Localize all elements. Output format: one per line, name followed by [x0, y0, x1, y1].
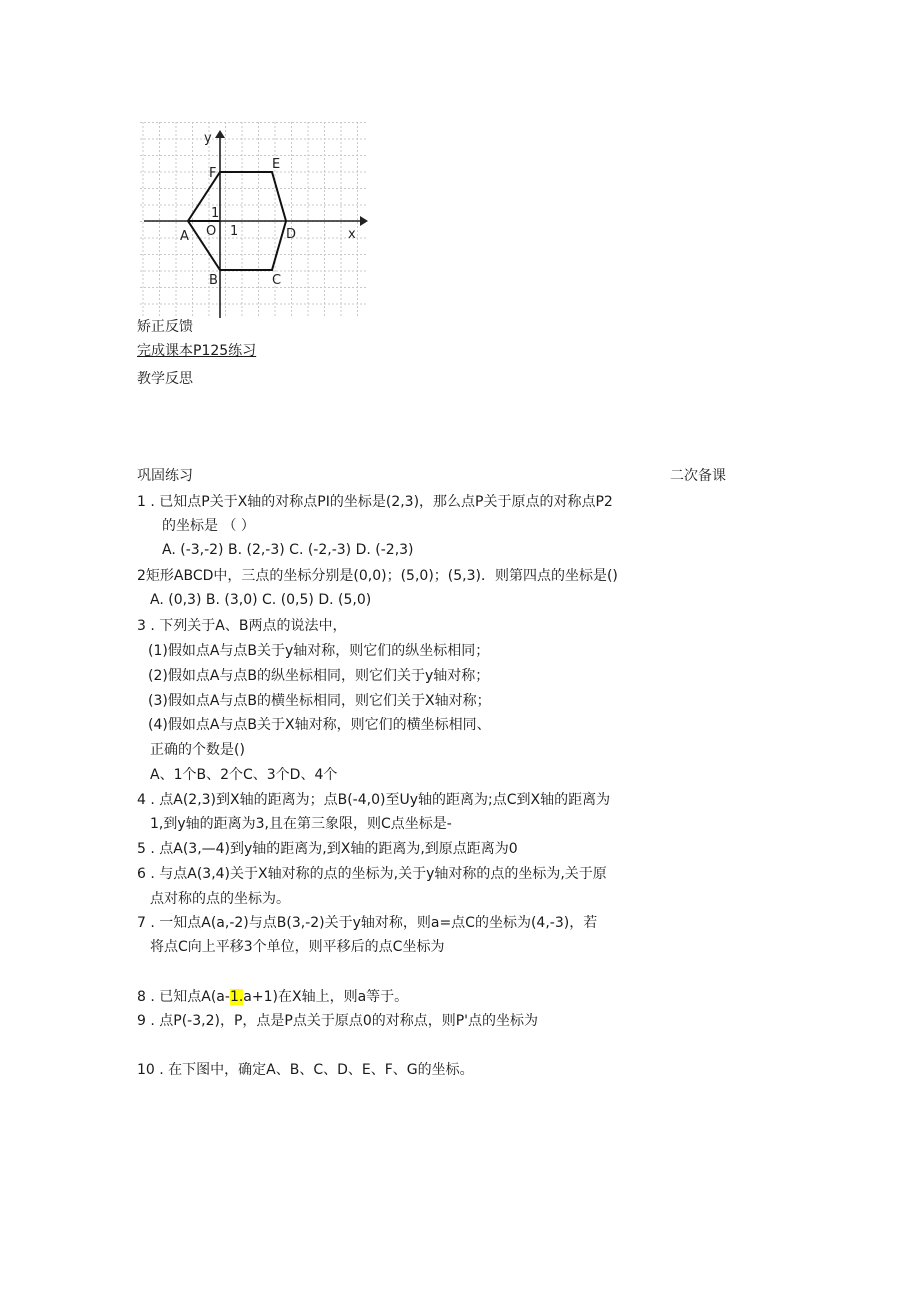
point-label-E: E: [272, 157, 281, 172]
question-7-line-2: 将点C向上平移3个单位，则平移后的点C坐标为: [150, 939, 445, 955]
point-label-F: F: [209, 166, 217, 181]
question-8-highlight: 1.: [229, 989, 244, 1005]
feedback-task: 完成课本P125练习: [137, 343, 257, 359]
question-3-statement-4: (4)假如点A与点B关于X轴对称，则它们的横坐标相同、: [148, 717, 491, 733]
question-8: [137, 988, 408, 1006]
question-7-line-1: 7 . 一知点A(a,-2)与点B(3,-2)关于y轴对称，则a=点C的坐标为(4,-3)，若: [137, 915, 598, 931]
question-10: 10 . 在下图中，确定A、B、C、D、E、F、G的坐标。: [137, 1062, 474, 1078]
practice-heading: 巩固练习: [137, 468, 193, 484]
question-3-statement-3: (3)假如点A与点B的横坐标相同，则它们关于X轴对称；: [148, 693, 491, 709]
question-3-statement-1: (1)假如点A与点B关于y轴对称，则它们的纵坐标相同；: [148, 643, 490, 659]
question-1-line-2: 的坐标是 （ ）: [162, 518, 255, 534]
question-6-line-2: 点对称的点的坐标为。: [150, 891, 290, 907]
coordinate-figure: [140, 122, 370, 320]
question-2-options: A. (0,3) B. (3,0) C. (0,5) D. (5,0): [150, 592, 372, 608]
x-axis-arrow: [360, 216, 368, 226]
grid: [140, 122, 368, 318]
question-9: 9 . 点P(-3,2)，P，点是P点关于原点0的对称点，则P'点的坐标为: [137, 1013, 539, 1029]
question-4-line-1: 4 . 点A(2,3)到X轴的距离为；点B(-4,0)至Uy轴的距离为;点C到X轴的距离为: [137, 792, 611, 808]
point-label-C: C: [272, 273, 282, 288]
reflection-heading: 教学反思: [137, 371, 193, 387]
label-y-axis: y: [204, 131, 212, 146]
question-2-line-1: 2矩形ABCD中，三点的坐标分别是(0,0)；(5,0)；(5,3)．则第四点的坐标是(): [137, 568, 618, 584]
point-label-A: A: [180, 229, 189, 244]
label-unit-x: 1: [230, 224, 239, 239]
question-8-end: a+1)在X轴上，则a等于。: [243, 989, 409, 1005]
y-axis-arrow: [215, 130, 225, 138]
question-5: 5 . 点A(3,—4)到y轴的距离为,到X轴的距离为,到原点距离为0: [137, 841, 518, 857]
question-3-options: A、1个B、2个C、3个D、4个: [150, 767, 338, 783]
question-3-statement-2: (2)假如点A与点B的纵坐标相同，则它们关于y轴对称；: [148, 668, 490, 684]
feedback-heading: 矫正反馈: [137, 319, 193, 335]
question-4-line-2: 1,到y轴的距离为3,且在第三象限，则C点坐标是-: [150, 816, 452, 832]
point-label-B: B: [209, 273, 218, 288]
question-8-start: 8 . 已知点A(a-: [137, 989, 230, 1005]
label-origin: O: [206, 224, 217, 239]
question-3-prompt: 正确的个数是(): [150, 742, 245, 758]
question-1-options: A. (-3,-2) B. (2,-3) C. (-2,-3) D. (-2,3): [162, 542, 414, 558]
label-x-axis: x: [348, 227, 356, 242]
question-3-line-1: 3 . 下列关于A、B两点的说法中，: [137, 618, 347, 634]
side-note: 二次备课: [670, 468, 726, 484]
question-1-line-1: 1 . 已知点P关于X轴的对称点PI的坐标是(2,3)，那么点P关于原点的对称点P2: [137, 494, 613, 510]
label-unit-y: 1: [211, 206, 220, 221]
question-6-line-1: 6 . 与点A(3,4)关于X轴对称的点的坐标为,关于y轴对称的点的坐标为,关于原: [137, 866, 607, 882]
point-label-D: D: [286, 227, 297, 242]
